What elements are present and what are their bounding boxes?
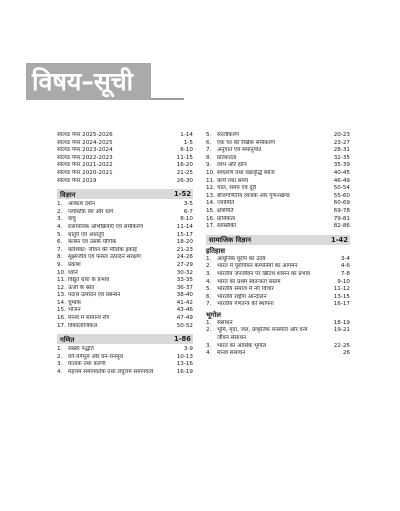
toc-entry-name bbox=[57, 315, 110, 323]
toc-entry bbox=[206, 147, 350, 155]
toc-entry-number: 1. bbox=[206, 319, 212, 326]
toc-entry-number: 3. bbox=[206, 342, 212, 349]
toc-entry-pages: 13-16 bbox=[176, 361, 193, 368]
toc-entry bbox=[57, 162, 193, 170]
toc-entry-pages: 1-14 bbox=[180, 132, 193, 138]
toc-entry-label: भारत का प्रथम स्वतन्त्रता संग्राम bbox=[217, 278, 281, 285]
toc-entry-pages: 41-42 bbox=[176, 299, 193, 306]
toc-entry-name bbox=[57, 209, 113, 217]
toc-entry bbox=[57, 285, 193, 293]
toc-entry-number: 1. bbox=[57, 346, 63, 353]
toc-entry-label: ज्यामिति bbox=[217, 200, 235, 207]
toc-entry-number: 11. bbox=[206, 177, 215, 184]
toc-entry-pages: 40-45 bbox=[333, 169, 350, 176]
toc-entry-pages: 20-23 bbox=[333, 132, 350, 138]
toc-entry-name bbox=[206, 178, 248, 186]
toc-entry-label: भूमि, मृदा, जल, प्राकृतिक वनस्पति और वन्य जीवन संसाधन bbox=[217, 327, 308, 342]
toc-entry-label: सॉल्व्ड पेपर 2021-2022 bbox=[57, 162, 113, 169]
toc-entry-label: कार्बन एवं उसके यौगिक bbox=[68, 239, 117, 246]
section-header-social-science bbox=[206, 235, 350, 245]
toc-entry-pages: 7-8 bbox=[340, 270, 350, 277]
toc-entry-number: 10. bbox=[206, 169, 215, 176]
toc-entry-number: 6. bbox=[57, 239, 63, 246]
toc-entry-number: 8. bbox=[57, 254, 63, 261]
toc-entry bbox=[57, 361, 193, 369]
maths-list bbox=[57, 346, 193, 376]
toc-entry-number: 15. bbox=[206, 207, 215, 214]
toc-entry-label: क्षेत्रमिति bbox=[217, 207, 234, 214]
toc-entry-name bbox=[57, 354, 123, 362]
toc-entry-name bbox=[206, 132, 239, 140]
toc-entry-number: 5. bbox=[57, 231, 63, 238]
toc-entry-label: सांख्यिकी bbox=[217, 223, 236, 230]
toc-entry-label: सॉल्व्ड पेपर 2025-2026 bbox=[57, 132, 113, 138]
toc-entry-label: एक चर की रैखिक समीकरण bbox=[217, 139, 275, 146]
toc-entry bbox=[57, 254, 193, 262]
toc-entry-pages: 55-60 bbox=[333, 192, 350, 199]
toc-entry-pages: 35-39 bbox=[333, 162, 350, 169]
toc-entry-name bbox=[206, 223, 236, 231]
toc-entry-pages: 4-6 bbox=[340, 263, 350, 270]
toc-entry-number: 3. bbox=[57, 216, 63, 223]
toc-entry-pages: 21-25 bbox=[176, 169, 193, 176]
toc-entry bbox=[206, 223, 350, 231]
toc-entry-pages: 16-20 bbox=[176, 162, 193, 169]
toc-entry-label: पदार्थ उत्पादन एवं प्रबन्धन bbox=[68, 292, 121, 299]
toc-entry bbox=[57, 155, 193, 163]
toc-entry-name bbox=[57, 140, 113, 148]
toc-entry-number: 11. bbox=[57, 277, 66, 284]
toc-entry-pages: 3-5 bbox=[183, 201, 193, 208]
geography-list bbox=[206, 320, 350, 358]
toc-entry-name bbox=[57, 162, 113, 170]
toc-entry bbox=[57, 178, 193, 186]
toc-entry-label: चुम्बक bbox=[68, 299, 81, 306]
toc-entry-name bbox=[57, 277, 109, 285]
toc-entry-label: भारतीय जनजीवन पर ब्रिटिश शासन का प्रभाव bbox=[217, 270, 311, 277]
toc-entry-label: साधारण तथा चक्रवृद्धि ब्याज bbox=[217, 169, 275, 176]
toc-entry-pages: 21-23 bbox=[176, 246, 193, 253]
toc-entry-label: मानव संसाधन bbox=[217, 350, 246, 357]
toc-entry bbox=[206, 256, 350, 264]
toc-entry-label: सॉल्व्ड पेपर 2020-2021 bbox=[57, 169, 113, 176]
toc-entry-label: संसाधन bbox=[217, 319, 233, 326]
toc-entry-label: संख्या पद्धति bbox=[68, 346, 94, 353]
toc-entry-number: 8. bbox=[206, 154, 212, 161]
toc-entry-pages: 38-40 bbox=[176, 292, 193, 299]
toc-entry bbox=[206, 327, 350, 342]
toc-entry-number: 17. bbox=[57, 322, 66, 329]
toc-entry-pages: 10-13 bbox=[176, 353, 193, 360]
toc-entry-label: विद्युत धारा के प्रभाव bbox=[68, 277, 110, 284]
subsection-title-history: इतिहास bbox=[206, 246, 225, 255]
toc-entry-label: वायु bbox=[68, 216, 76, 223]
toc-entry-pages: 18-20 bbox=[176, 239, 193, 246]
toc-entry-name bbox=[57, 323, 97, 331]
toc-entry bbox=[206, 140, 350, 148]
toc-entry-number: 10. bbox=[57, 269, 66, 276]
toc-entry-name bbox=[206, 155, 236, 163]
toc-entry-name bbox=[206, 343, 266, 351]
toc-entry-name bbox=[57, 201, 95, 209]
toc-entry-pages: 16-17 bbox=[333, 301, 350, 308]
toc-entry bbox=[206, 216, 350, 224]
toc-entry-number: 4. bbox=[206, 350, 212, 357]
toc-entry bbox=[206, 343, 350, 351]
toc-entry-name bbox=[206, 350, 245, 358]
toc-entry-label: प्रायिकता bbox=[217, 215, 236, 222]
toc-entry-pages: 30-32 bbox=[176, 269, 193, 276]
toc-entry-pages: 15-17 bbox=[176, 231, 193, 238]
toc-entry-label: कार्य तथा समय bbox=[217, 177, 249, 184]
toc-entry-number: 13. bbox=[57, 292, 66, 299]
page-title: विषय–सूची bbox=[26, 63, 151, 100]
toc-entry-pages: 16-19 bbox=[176, 369, 193, 376]
toc-entry bbox=[57, 132, 193, 140]
toc-entry-number: 1. bbox=[57, 201, 63, 208]
toc-entry-number: 7. bbox=[57, 246, 63, 253]
toc-entry-label: भोजन bbox=[68, 307, 81, 314]
toc-entry bbox=[57, 201, 193, 209]
toc-entry bbox=[57, 262, 193, 270]
toc-entry-label: धातुएँ एवं अधातुएँ bbox=[68, 231, 105, 238]
toc-entry-label: ऊर्जा के स्रोत bbox=[68, 284, 95, 291]
toc-entry-pages: 28-31 bbox=[333, 147, 350, 154]
toc-entry-pages: 9-10 bbox=[337, 278, 350, 285]
toc-entry-number: 2. bbox=[206, 327, 212, 334]
toc-entry bbox=[206, 286, 350, 294]
toc-entry-pages: 36-37 bbox=[176, 284, 193, 291]
toc-entry-name bbox=[206, 286, 274, 294]
toc-entry bbox=[57, 354, 193, 362]
toc-entry-number: 16. bbox=[206, 215, 215, 222]
toc-entry-number: 2. bbox=[206, 263, 212, 270]
toc-entry-number: 6. bbox=[206, 293, 212, 300]
section-title: विज्ञान bbox=[60, 190, 76, 199]
science-list bbox=[57, 201, 193, 330]
toc-entry-number: 4. bbox=[57, 223, 63, 230]
toc-entry-label: अनुपात एवं समानुपात bbox=[217, 147, 262, 154]
toc-entry-label: प्लास्टिक रेशे और धागे bbox=[68, 208, 114, 215]
toc-entry bbox=[57, 369, 193, 377]
toc-entry-number: 4. bbox=[57, 369, 63, 376]
toc-entry-name bbox=[206, 162, 247, 170]
toc-entry-label: चाल, समय एवं दूरी bbox=[217, 185, 257, 192]
toc-entry-name bbox=[57, 247, 137, 255]
toc-entry bbox=[57, 224, 193, 232]
toc-entry-name bbox=[206, 256, 266, 264]
toc-entry bbox=[57, 147, 193, 155]
toc-entry-name bbox=[57, 224, 143, 232]
toc-entry-name bbox=[57, 262, 81, 270]
toc-entry-label: सॉल्व्ड पेपर 2024-2025 bbox=[57, 139, 113, 146]
toc-entry bbox=[206, 132, 350, 140]
maths-continued-list bbox=[206, 132, 350, 231]
toc-entry-pages: 11-15 bbox=[176, 154, 193, 161]
toc-entry-name bbox=[57, 216, 76, 224]
toc-entry bbox=[206, 185, 350, 193]
toc-entry-pages: 6-7 bbox=[183, 208, 193, 215]
toc-entry bbox=[57, 170, 193, 178]
toc-entry-label: सॉल्व्ड पेपर 2023-2024 bbox=[57, 147, 113, 154]
toc-entry-name bbox=[57, 155, 113, 163]
toc-entry bbox=[57, 277, 193, 285]
toc-entry-name bbox=[206, 200, 234, 208]
toc-entry-label: सॉल्व्ड पेपर 2019 bbox=[57, 177, 97, 184]
toc-entry-pages: 11-14 bbox=[176, 223, 193, 230]
toc-entry-pages: 60-69 bbox=[333, 200, 350, 207]
toc-entry-pages: 18-19 bbox=[333, 319, 350, 326]
toc-entry-number: 7. bbox=[206, 301, 212, 308]
toc-entry-name bbox=[57, 361, 106, 369]
contents-right-column bbox=[206, 132, 350, 358]
toc-entry-label: प्रतिशतता bbox=[217, 154, 237, 161]
toc-entry-number: 16. bbox=[57, 315, 66, 322]
toc-entry-number: 13. bbox=[206, 192, 215, 199]
toc-entry-label: सूक्ष्मजीव एवं फसल उत्पादन संरक्षण bbox=[68, 254, 141, 261]
toc-entry-pages: 82-86 bbox=[333, 223, 350, 230]
toc-entry-name bbox=[206, 193, 290, 201]
toc-entry-number: 14. bbox=[206, 200, 215, 207]
toc-entry-label: आधुनिक यूरोप का उदय bbox=[217, 255, 266, 262]
toc-entry-pages: 43-46 bbox=[176, 307, 193, 314]
toc-entry-label: आकाश दर्शन bbox=[68, 201, 95, 208]
solved-papers-list bbox=[57, 132, 193, 185]
toc-entry-pages: 26 bbox=[342, 350, 350, 357]
toc-entry-name bbox=[57, 170, 113, 178]
toc-entry-label: कोशिका: जीवन की मौलिक इकाई bbox=[68, 246, 137, 253]
toc-entry-name bbox=[57, 232, 104, 240]
toc-entry bbox=[57, 140, 193, 148]
toc-entry-pages: 13-15 bbox=[333, 293, 350, 300]
toc-entry-label: भारत का आर्थिक भूगोल bbox=[217, 342, 267, 349]
toc-entry-name bbox=[57, 300, 81, 308]
toc-entry-name bbox=[206, 170, 275, 178]
toc-entry bbox=[57, 292, 193, 300]
toc-entry bbox=[206, 271, 350, 279]
toc-entry-name bbox=[206, 294, 267, 302]
toc-entry-pages: 6-10 bbox=[180, 147, 193, 154]
toc-entry-number: 9. bbox=[206, 162, 212, 169]
toc-entry-label: लाभ और हानि bbox=[217, 162, 247, 169]
toc-entry bbox=[57, 209, 193, 217]
toc-entry-label: वर्ग-वर्गमूल और घन-घनमूल bbox=[68, 353, 124, 360]
title-underline bbox=[151, 98, 184, 100]
toc-entry bbox=[206, 170, 350, 178]
toc-entry-label: ध्वनि bbox=[68, 269, 78, 276]
toc-entry-pages: 27-29 bbox=[176, 261, 193, 268]
toc-entry-number: 17. bbox=[206, 223, 215, 230]
toc-entry-name bbox=[206, 140, 275, 148]
toc-entry bbox=[206, 208, 350, 216]
section-header-maths bbox=[57, 334, 193, 344]
toc-entry bbox=[206, 301, 350, 309]
toc-entry-pages: 11-12 bbox=[333, 286, 350, 293]
toc-entry-name bbox=[206, 216, 235, 224]
section-title: सामाजिक विज्ञान bbox=[209, 236, 251, 245]
toc-entry-name bbox=[57, 239, 116, 247]
toc-entry-name bbox=[57, 285, 94, 293]
toc-entry-pages: 26-30 bbox=[176, 177, 193, 184]
toc-entry-number: 15. bbox=[57, 307, 66, 314]
toc-entry-label: महत्तम समापवर्तक तथा लघुत्तम समापवर्त्य bbox=[68, 369, 154, 376]
toc-entry bbox=[206, 320, 350, 328]
toc-entry-number: 7. bbox=[206, 147, 212, 154]
title-block bbox=[26, 63, 184, 102]
toc-entry-label: सरलीकरण bbox=[217, 132, 239, 138]
toc-entry bbox=[57, 323, 193, 331]
toc-entry bbox=[57, 239, 193, 247]
toc-entry-number: 12. bbox=[206, 185, 215, 192]
toc-entry-pages: 23-27 bbox=[333, 139, 350, 146]
toc-entry-pages: 8-10 bbox=[180, 216, 193, 223]
contents-left-column bbox=[57, 132, 193, 377]
toc-entry-name bbox=[57, 346, 94, 354]
toc-entry-pages: 79-81 bbox=[333, 215, 350, 222]
toc-entry-label: रासायनिक अभिक्रियाएँ एवं समीकरण bbox=[68, 223, 143, 230]
toc-entry-name bbox=[57, 178, 96, 186]
toc-entry-pages: 1-5 bbox=[183, 139, 193, 146]
toc-entry-label: प्रकाश bbox=[68, 261, 81, 268]
toc-entry bbox=[206, 279, 350, 287]
toc-entry-pages: 3-9 bbox=[183, 346, 193, 353]
toc-entry-pages: 69-78 bbox=[333, 207, 350, 214]
toc-entry-label: भारतीय समाज में नए विचार bbox=[217, 286, 274, 293]
toc-entry-number: 3. bbox=[206, 270, 212, 277]
toc-entry-label: भारत में यूरोपियन कम्पनियों का आगमन bbox=[217, 263, 298, 270]
toc-entry-name bbox=[57, 307, 81, 315]
toc-entry-label: सॉल्व्ड पेपर 2022-2023 bbox=[57, 154, 113, 161]
toc-entry-pages: 19-21 bbox=[333, 327, 350, 334]
toc-entry-number: 14. bbox=[57, 299, 66, 306]
toc-entry-pages: 50-54 bbox=[333, 185, 350, 192]
toc-entry bbox=[57, 216, 193, 224]
toc-entry-pages: 46-49 bbox=[333, 177, 350, 184]
toc-entry-number: 2. bbox=[57, 353, 63, 360]
toc-entry-number: 6. bbox=[206, 139, 212, 146]
toc-entry-name bbox=[57, 292, 120, 300]
toc-entry-number: 2. bbox=[57, 208, 63, 215]
toc-entry bbox=[206, 263, 350, 271]
toc-entry bbox=[57, 232, 193, 240]
toc-entry-name bbox=[206, 185, 256, 193]
toc-entry bbox=[206, 200, 350, 208]
toc-entry-label: घातांक तथा करणी bbox=[68, 361, 106, 368]
toc-entry-pages: 33-35 bbox=[176, 277, 193, 284]
section-title: गणित bbox=[60, 335, 75, 344]
toc-entry-pages: 47-49 bbox=[176, 315, 193, 322]
toc-entry-label: भारतीय गणतन्त्र की स्थापना bbox=[217, 301, 274, 308]
toc-entry-number: 4. bbox=[206, 278, 212, 285]
toc-entry-pages: 50-52 bbox=[176, 322, 193, 329]
subsection-title-geography: भूगोल bbox=[206, 310, 221, 319]
toc-entry bbox=[206, 162, 350, 170]
toc-entry-name bbox=[57, 147, 113, 155]
toc-entry-pages: 3-4 bbox=[340, 255, 350, 262]
toc-entry-name bbox=[206, 263, 298, 271]
toc-entry-name bbox=[57, 132, 113, 140]
toc-entry bbox=[206, 350, 350, 358]
toc-entry-number: 12. bbox=[57, 284, 66, 291]
toc-entry-pages: 32-35 bbox=[333, 154, 350, 161]
toc-entry-label: विकोलोजिकल bbox=[68, 322, 98, 329]
toc-entry-name bbox=[206, 208, 234, 216]
toc-entry bbox=[206, 294, 350, 302]
toc-entry-number: 5. bbox=[206, 132, 212, 138]
toc-entry-pages: 24-26 bbox=[176, 254, 193, 261]
toc-entry bbox=[57, 247, 193, 255]
toc-entry-name bbox=[206, 320, 233, 328]
section-pages: 1-86 bbox=[173, 335, 191, 344]
section-pages: 1-52 bbox=[173, 190, 191, 199]
toc-entry-name bbox=[206, 301, 274, 309]
toc-entry-name bbox=[57, 270, 78, 278]
toc-entry-pages: 22-25 bbox=[333, 342, 350, 349]
toc-entry-number: 3. bbox=[57, 361, 63, 368]
toc-entry-name bbox=[57, 254, 141, 262]
toc-entry bbox=[57, 300, 193, 308]
toc-entry bbox=[206, 155, 350, 163]
toc-entry bbox=[57, 346, 193, 354]
toc-entry bbox=[206, 178, 350, 186]
history-list bbox=[206, 256, 350, 309]
section-header-science bbox=[57, 189, 193, 199]
toc-entry-number: 5. bbox=[206, 286, 212, 293]
toc-entry-label: बीजगणितीय व्यंजक और गुणनखण्ड bbox=[217, 192, 290, 199]
toc-entry bbox=[57, 307, 193, 315]
toc-entry-name bbox=[206, 271, 310, 279]
toc-entry-label: मानव में सामान्य रोग bbox=[68, 315, 110, 322]
toc-entry bbox=[57, 270, 193, 278]
toc-entry-number: 1. bbox=[206, 255, 212, 262]
toc-entry-label: भारतीय राष्ट्रीय आन्दोलन bbox=[217, 293, 267, 300]
section-pages: 1-42 bbox=[330, 235, 348, 244]
toc-entry-name bbox=[206, 327, 321, 342]
toc-entry-name bbox=[57, 369, 153, 377]
toc-entry-number: 9. bbox=[57, 261, 63, 268]
toc-entry bbox=[57, 315, 193, 323]
toc-entry-name bbox=[206, 279, 281, 287]
toc-entry-name bbox=[206, 147, 261, 155]
toc-entry bbox=[206, 193, 350, 201]
